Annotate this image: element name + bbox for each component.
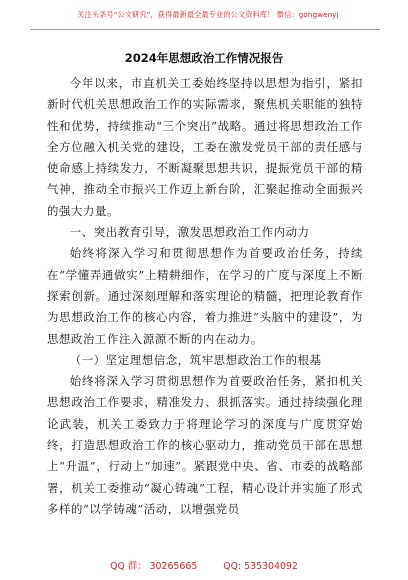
paragraph-ideals: 始终将深入学习贯彻思想作为首要政治任务，紧扣机关思想政治工作要求，精准发力、狠抓落实。通过持续强化理论武装，机关工委致力于将理论学习的深度与广度贯穿始终，打造思想政治工作的核心驱动力，推动党员干部在思想上“升温”，行动上“加速”。紧跟党中央、省、市委的战略部署，机关工委推动“凝心铸魂”工程，精心设计并实施了形式多样的“以学铸魂”活动，以增强党员 <box>47 374 363 516</box>
header-divider <box>30 29 380 30</box>
header-banner: 关注头条号“公文研究”，获得最新最全最专业的公文资料库！ 微信：gongwenyj <box>77 10 339 19</box>
paragraph-intro: 今年以来，市直机关工委始终坚持以思想为指引，紧扣新时代机关思想政治工作的实际需求，聚焦机关职能的独特性和优势，持续推动“三个突出”战略。通过将思想政治工作全方位融入机关党的建设，工委在激发党员干部的责任感与使命感上持续发力，不断凝聚思想共识，提振党员干部的精气神，推动全市振兴工作迈上新台阶，汇聚起推动全面振兴的强大力量。 <box>47 76 363 218</box>
subsection-heading-1: （一）坚定理想信念，筑牢思想政治工作的根基 <box>69 352 322 367</box>
paragraph-education: 始终将深入学习和贯彻思想作为首要政治任务，持续在“学懂弄通做实”上精耕细作，在学习的广度与深度上不断探索创新。通过深刻理解和落实理论的精髓，把理论教育作为思想政治工作的核心内容，着力推进“头脑中的建设”，为思想政治工作注入源源不断的内在动力。 <box>47 246 363 346</box>
section-heading-1: 一、突出教育引导，激发思想政治工作内动力 <box>69 225 310 240</box>
document-title: 2024年思想政治工作情况报告 <box>124 51 284 65</box>
footer-qq-number: QQ: 535304092 <box>223 561 298 572</box>
footer-contact <box>0 558 408 572</box>
footer-qq-group: QQ 群： 30265665 <box>110 561 198 572</box>
document-body <box>47 73 363 520</box>
